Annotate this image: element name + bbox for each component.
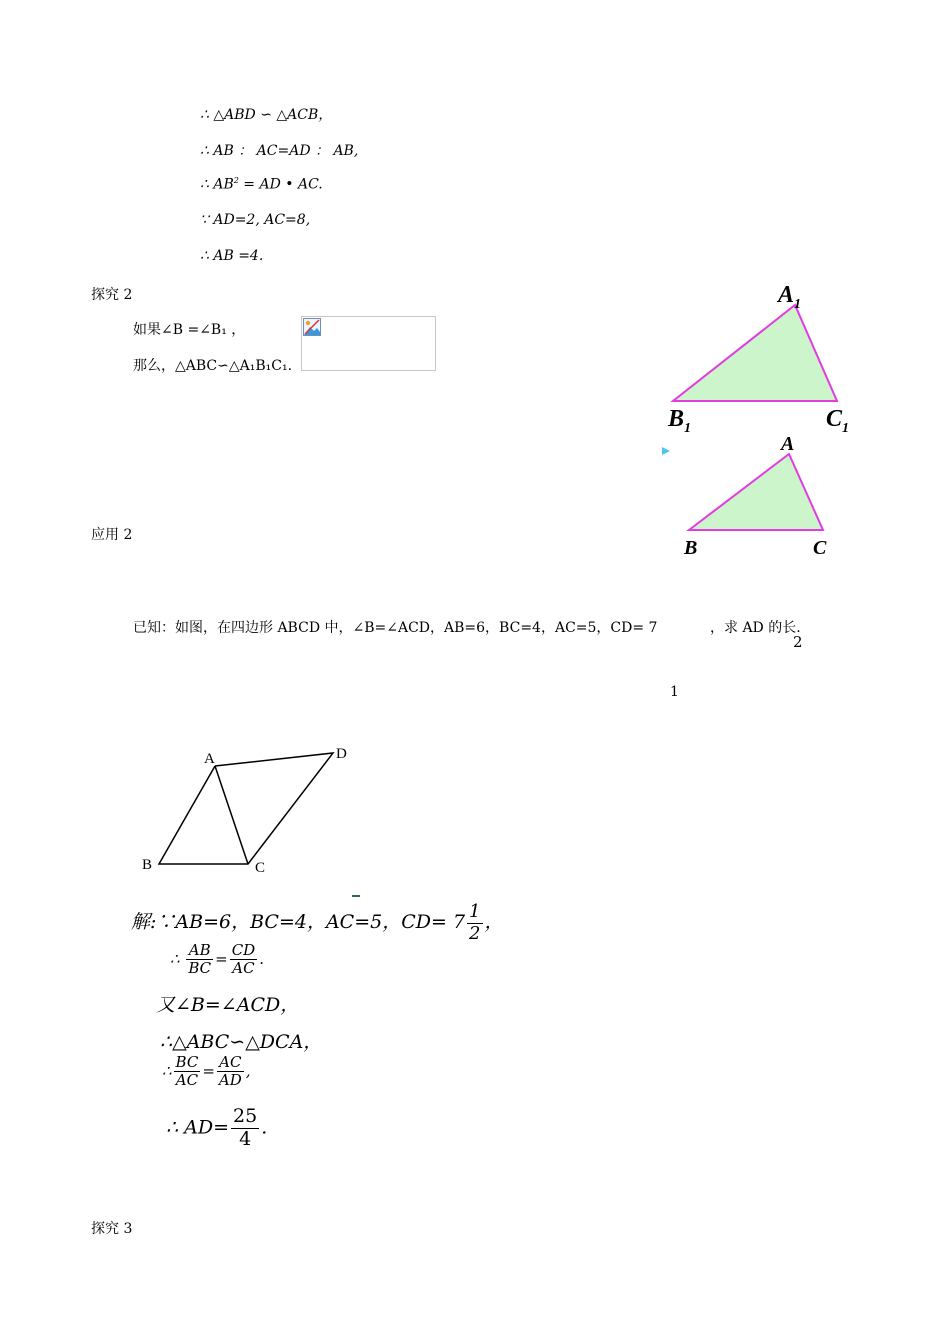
solution-line-4: ∴△ABC∽△DCA， bbox=[160, 1031, 323, 1053]
explore2-line-2: 那么，△ABC∽△A₁B₁C₁. bbox=[133, 358, 293, 374]
quad-label-D: D bbox=[336, 746, 347, 762]
quad-label-C: C bbox=[255, 860, 266, 876]
fraction-cd-ac: $\frac{CD}{AC}$ bbox=[231, 941, 256, 978]
fraction-25-4: $\frac{25}{4}$ bbox=[233, 1105, 258, 1150]
apply2-denominator: 2 bbox=[793, 633, 803, 651]
broken-image-placeholder bbox=[301, 316, 436, 371]
solution-line-2: ∴ $\frac{AB}{BC}$ = $\frac{CD}{AC}$ . bbox=[170, 941, 264, 978]
quad-label-B: B bbox=[142, 857, 153, 873]
solution-line-5: ∴ $\frac{BC}{AC}$ = $\frac{AC}{AD}$ , bbox=[162, 1053, 251, 1090]
proof-line-2: ∴ AB ： AC=AD ： AB, bbox=[200, 143, 359, 159]
stray-dash bbox=[352, 895, 360, 897]
solution-line-1-post: ， bbox=[484, 911, 504, 934]
quadrilateral-figure bbox=[135, 738, 365, 878]
solution-line-6 bbox=[166, 1106, 267, 1151]
label-A1: $A_1$ bbox=[778, 282, 802, 312]
label-B1: $B_1$ bbox=[668, 406, 692, 436]
solution-line-2-post: . bbox=[259, 949, 264, 968]
proof-line-3-post: = AD • AC. bbox=[238, 176, 323, 193]
explore3-heading: 探究 3 bbox=[91, 1221, 133, 1237]
triangle-abc bbox=[689, 454, 823, 530]
fraction-ab-bc: $\frac{AB}{BC}$ bbox=[188, 941, 212, 978]
label-A: A bbox=[781, 433, 795, 455]
broken-image-icon bbox=[303, 318, 321, 336]
label-B: B bbox=[684, 537, 698, 559]
solution-line-3: 又∠B=∠ACD， bbox=[156, 994, 300, 1016]
similar-triangles-figure bbox=[650, 280, 870, 570]
proof-line-3 bbox=[200, 176, 323, 193]
fraction-bc-ac: $\frac{BC}{AC}$ bbox=[175, 1053, 199, 1090]
label-C1: $C_1$ bbox=[826, 406, 850, 436]
solution-line-5-post: , bbox=[245, 1061, 251, 1080]
label-C: C bbox=[813, 537, 827, 559]
quadrilateral-outline bbox=[159, 753, 333, 864]
arrow-marker-icon bbox=[662, 447, 670, 455]
diagonal-ac bbox=[215, 766, 248, 864]
fraction-one-half: $\frac{1}{2}$ bbox=[469, 901, 481, 944]
solution-line-1 bbox=[131, 902, 504, 944]
apply2-heading: 应用 2 bbox=[91, 527, 133, 543]
solution-line-6-pre: ∴ AD= bbox=[166, 1116, 230, 1139]
stray-mark: 1 bbox=[670, 684, 679, 700]
proof-line-1: ∴ △ABD ∽ △ACB， bbox=[200, 107, 333, 123]
solution-line-2-pre: ∴ bbox=[170, 949, 180, 968]
triangle-a1b1c1 bbox=[673, 305, 837, 401]
proof-line-3-sup: 2 bbox=[233, 176, 239, 185]
proof-line-4: ∵ AD=2, AC=8, bbox=[200, 212, 311, 228]
proof-line-3-pre: ∴ AB bbox=[200, 176, 234, 193]
apply2-problem: 已知：如图，在四边形 ABCD 中，∠B=∠ACD，AB=6，BC=4，AC=5，CD= 7 bbox=[133, 620, 658, 636]
explore2-heading: 探究 2 bbox=[91, 287, 133, 303]
proof-line-5: ∴ AB =4. bbox=[200, 248, 264, 264]
fraction-ac-ad: $\frac{AC}{AD}$ bbox=[218, 1053, 242, 1090]
solution-line-1-pre: 解:∵AB=6，BC=4，AC=5，CD= 7 bbox=[131, 911, 466, 934]
explore2-line-1: 如果∠B =∠B₁ ， bbox=[133, 322, 246, 338]
solution-line-5-pre: ∴ bbox=[162, 1061, 172, 1080]
apply2-problem-tail: ，求 AD 的长. bbox=[710, 620, 801, 636]
solution-line-6-post: . bbox=[261, 1116, 268, 1139]
quad-label-A: A bbox=[204, 751, 215, 767]
